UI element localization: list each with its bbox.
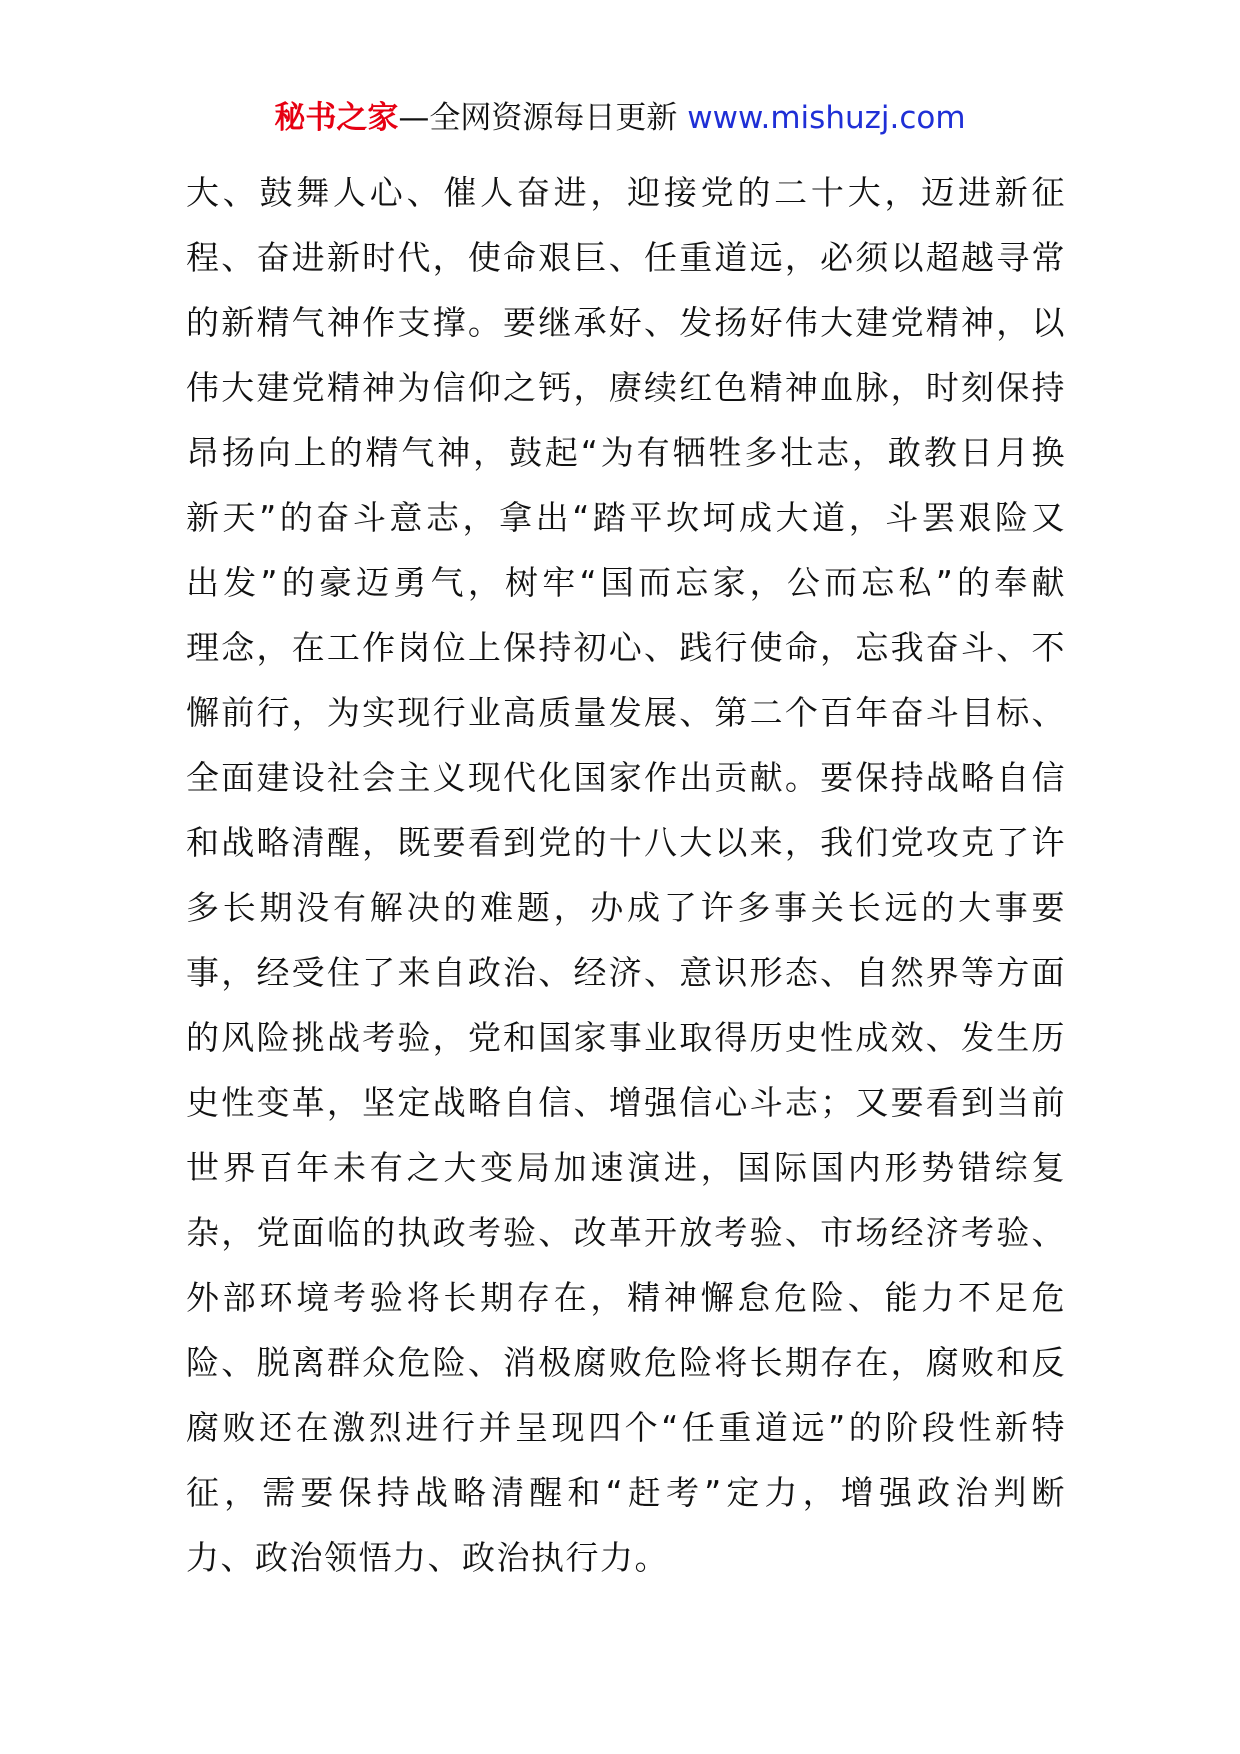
text-line: 出发”的豪迈勇气，树牢“国而忘家，公而忘私”的奉献	[186, 563, 1066, 602]
text-line: 腐败还在激烈进行并呈现四个“任重道远”的阶段性新特	[186, 1408, 1066, 1447]
text-line: 昂扬向上的精气神，鼓起“为有牺牲多壮志，敢教日月换	[186, 433, 1066, 472]
page-header	[0, 96, 1240, 140]
text-line: 征，需要保持战略清醒和“赶考”定力，增强政治判断	[186, 1473, 1066, 1512]
text-line: 懈前行，为实现行业高质量发展、第二个百年奋斗目标、	[186, 693, 1066, 732]
body-paragraph	[186, 160, 1066, 1590]
site-brand: 秘书之家	[274, 100, 399, 136]
text-line: 伟大建党精神为信仰之钙，赓续红色精神血脉，时刻保持	[186, 368, 1066, 407]
text-line: 理念，在工作岗位上保持初心、践行使命，忘我奋斗、不	[186, 628, 1066, 667]
text-line: 和战略清醒，既要看到党的十八大以来，我们党攻克了许	[186, 823, 1066, 862]
text-line: 新天”的奋斗意志，拿出“踏平坎坷成大道，斗罢艰险又	[186, 498, 1066, 537]
text-line: 世界百年未有之大变局加速演进，国际国内形势错综复	[186, 1148, 1066, 1187]
text-line: 的风险挑战考验，党和国家事业取得历史性成效、发生历	[186, 1018, 1066, 1057]
text-line: 力、政治领悟力、政治执行力。	[186, 1538, 669, 1577]
site-url-link[interactable]: www.mishuzj.com	[687, 100, 966, 136]
text-line: 的新精气神作支撑。要继承好、发扬好伟大建党精神，以	[186, 303, 1066, 342]
text-line: 杂，党面临的执政考验、改革开放考验、市场经济考验、	[186, 1213, 1066, 1252]
text-line: 全面建设社会主义现代化国家作出贡献。要保持战略自信	[186, 758, 1066, 797]
text-line: 程、奋进新时代，使命艰巨、任重道远，必须以超越寻常	[186, 238, 1066, 277]
site-tagline: —全网资源每日更新	[398, 100, 678, 136]
text-line: 大、鼓舞人心、催人奋进，迎接党的二十大，迈进新征	[186, 173, 1066, 212]
text-line: 史性变革，坚定战略自信、增强信心斗志；又要看到当前	[186, 1083, 1066, 1122]
text-line: 险、脱离群众危险、消极腐败危险将长期存在，腐败和反	[186, 1343, 1066, 1382]
text-line: 外部环境考验将长期存在，精神懈怠危险、能力不足危	[186, 1278, 1066, 1317]
text-line: 多长期没有解决的难题，办成了许多事关长远的大事要	[186, 888, 1066, 927]
text-line: 事，经受住了来自政治、经济、意识形态、自然界等方面	[186, 953, 1066, 992]
